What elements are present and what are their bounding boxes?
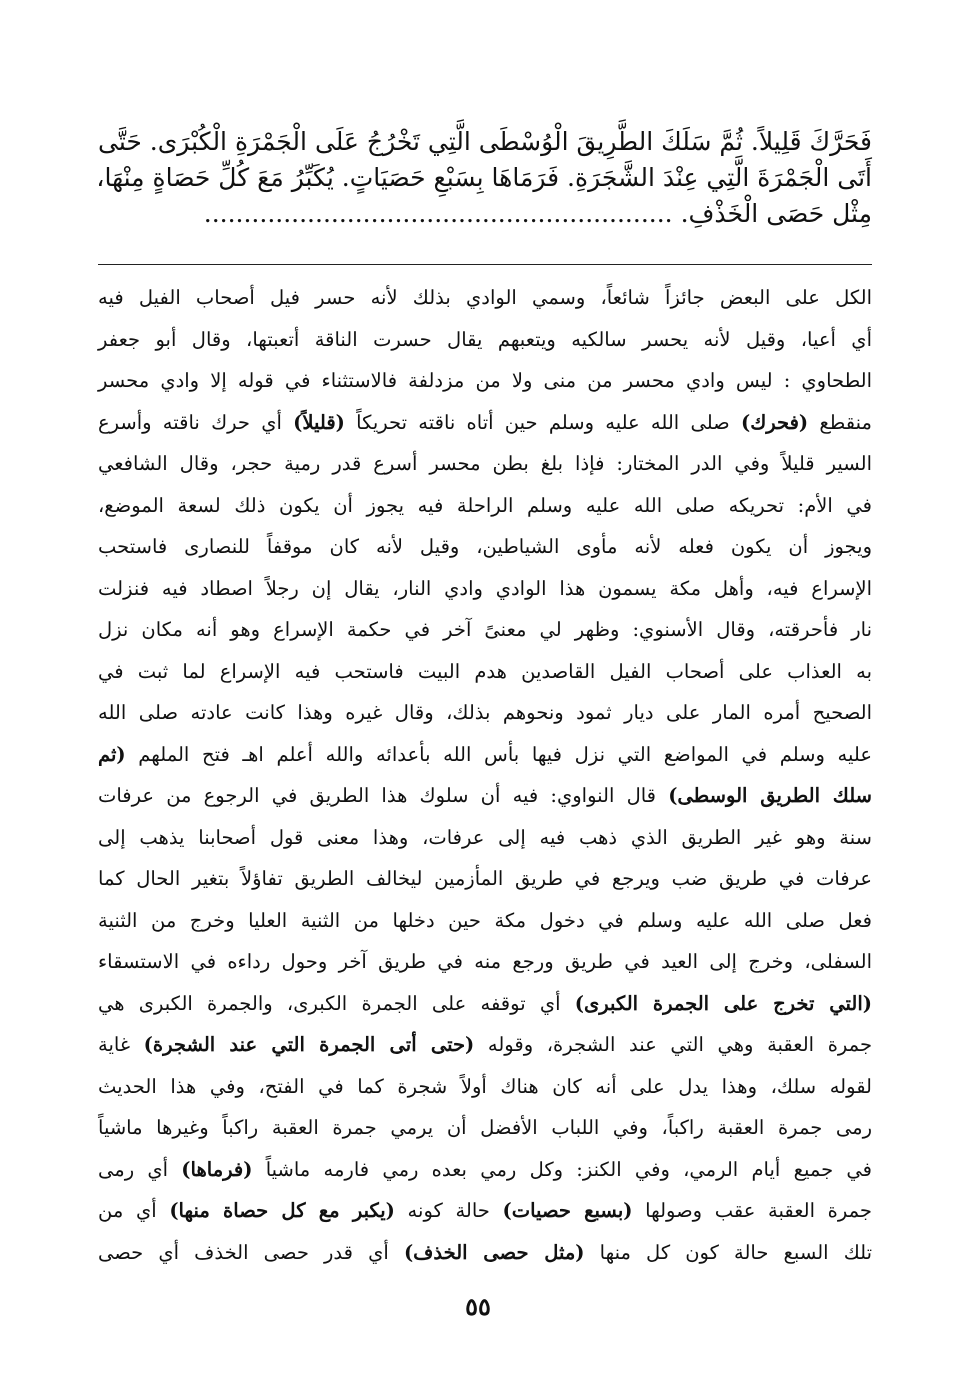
text-segment: الصحيح أمره المار على ديار ثمود ونحوهم بذلك، وقال غيره وهذا كانت عادته صلى الله bbox=[98, 701, 872, 724]
footnote-line bbox=[98, 1152, 872, 1194]
footnote-line bbox=[98, 1069, 872, 1111]
bold-quote: (حتى أتى الجمرة التي عند الشجرة) bbox=[143, 1033, 475, 1056]
text-segment: الطحاوي : ليس وادي محسر من منى ولا من مزدلفة فالاستثناء في قوله إلا وادي محسر bbox=[98, 369, 872, 392]
text-segment: منقطع bbox=[808, 410, 872, 434]
footnote-line bbox=[98, 1110, 872, 1152]
text-segment: فَحَرَّكَ قَلِيلاً. ثُمَّ سَلَكَ الطَّرِيقَ الْوُسْطَى الَّتِي تَخْرُجُ عَلَى الْجَمْرَةِ الْكُبْرَى. حَتَّى bbox=[98, 127, 872, 156]
text-segment: ........................................................... bbox=[203, 199, 673, 228]
footnote-line bbox=[98, 446, 872, 488]
main-text bbox=[98, 124, 872, 232]
footnote-line bbox=[98, 363, 872, 405]
footnote-line bbox=[98, 737, 872, 779]
text-segment: أَتَى الْجَمْرَةَ الَّتِي عِنْدَ الشَّجَرَةِ. فَرَمَاهَا بِسَبْعِ حَصَيَاتٍ. يُكَبِّرُ مَعَ كُلِّ حَصَاةٍ مِنْهَا، bbox=[96, 163, 872, 192]
text-segment: أي قدر حصى الخذف أي حصى bbox=[98, 1240, 404, 1264]
footnote-line bbox=[98, 654, 872, 696]
text-segment: رمى جمرة العقبة راكباً، وفي اللباب الأفضل أن يرمي جمرة العقبة راكباً وغيرها ماشياً bbox=[98, 1116, 872, 1139]
text-segment: غاية bbox=[98, 1033, 144, 1056]
footnote-line bbox=[98, 986, 872, 1028]
footnote-line bbox=[98, 612, 872, 654]
footnote-line bbox=[98, 405, 872, 447]
text-segment: السير قليلاً وفي الدر المختار: فإذا بلغ بطن محسر أسرع قدر رمية حجر، وقال الشافعي bbox=[98, 452, 872, 475]
footnote-divider bbox=[98, 264, 872, 265]
text-segment: أي رمى bbox=[98, 1157, 182, 1181]
text-segment: جمرة العقبة عقب وصولها bbox=[632, 1199, 872, 1222]
main-text-line bbox=[98, 196, 872, 232]
bold-quote: (فحرك) bbox=[740, 410, 809, 434]
text-segment: مِثْل حَصَى الْخَذْفِ. bbox=[672, 199, 872, 228]
text-segment: في الأم: تحريكه صلى الله عليه وسلم الراحلة فيه يجوز أن يكون ذلك لسعة الموضع، bbox=[98, 493, 872, 517]
footnote-line bbox=[98, 1235, 872, 1277]
footnote-line bbox=[98, 571, 872, 613]
main-text-line bbox=[98, 160, 872, 196]
text-segment: سنة وهو غير الطريق الذي ذهب فيه إلى عرفات، وهذا معنى قول أصحابنا يذهب إلى bbox=[98, 825, 872, 849]
text-segment: أي توقفه على الجمرة الكبرى، والجمرة الكبرى هي bbox=[98, 991, 575, 1015]
bold-quote: (مثل حصى الخذف) bbox=[403, 1240, 585, 1264]
text-segment: لقوله سلك، وهذا يدل على أنه كان هناك أولاً شجرة كما في الفتح، وفي هذا الحديث bbox=[98, 1074, 872, 1098]
footnote-line bbox=[98, 695, 872, 737]
text-segment: في جميع أيام الرمي، وفي الكنز: وكل رمي بعده رمي فارمه ماشياً bbox=[252, 1157, 872, 1181]
text-segment: ويجوز أن يكون فعله لأنه مأوى الشياطين، وقيل لأنه كان موقفاً للنصارى فاستحب bbox=[98, 535, 872, 558]
bold-quote: (فرماها) bbox=[181, 1157, 253, 1181]
page-number: ٥٥ bbox=[465, 1292, 491, 1321]
footnote-line bbox=[98, 861, 872, 903]
footnote-line bbox=[98, 778, 872, 820]
text-segment: قال النواوي: فيه أن سلوك هذا الطريق في الرجوع من عرفات bbox=[98, 784, 669, 807]
text-segment: جمرة العقبة وهي التي عند الشجرة، وقوله bbox=[474, 1033, 872, 1056]
commentary-footnotes bbox=[98, 280, 872, 1276]
main-text-line bbox=[98, 124, 872, 160]
text-segment: الإسراع فيه، وأهل مكة يسمون هذا الوادي وادي النار، يقال إن رجلاً اصطاد فيه فنزلت bbox=[98, 576, 872, 600]
bold-quote: سلك الطريق الوسطى) bbox=[668, 784, 872, 807]
footnote-line bbox=[98, 820, 872, 862]
text-segment: عليه وسلم في المواضع التي نزل فيها بأس الله بأعدائه والله أعلم اهـ فتح الملهم bbox=[125, 742, 872, 766]
footnote-line bbox=[98, 903, 872, 945]
footnote-line bbox=[98, 280, 872, 322]
bold-quote: (التي تخرج على الجمرة الكبرى) bbox=[574, 991, 872, 1015]
bold-quote: (قليلاً) bbox=[293, 410, 345, 434]
text-segment: الكل على البعض جائزاً شائعاً، وسمي الوادي بذلك لأنه حسر فيل أصحاب الفيل فيه bbox=[98, 286, 872, 309]
bold-quote: (يكبر مع كل حصاة منها) bbox=[169, 1199, 395, 1222]
text-segment: أي أعيا، وقيل لأنه يحسر سالكيه ويتعبهم يقال حسرت الناقة أتعبتها، وقال أبو جعفر bbox=[98, 327, 872, 351]
footnote-line bbox=[98, 944, 872, 986]
footnote-line bbox=[98, 1193, 872, 1235]
text-segment: حالة كونه bbox=[394, 1199, 503, 1222]
text-segment: به العذاب على أصحاب الفيل القاصدين هدم البيت فاستحب فيه الإسراع لما ثبت في bbox=[98, 659, 872, 683]
text-segment: تلك السبع حالة كون كل منها bbox=[584, 1240, 873, 1264]
footnote-line bbox=[98, 529, 872, 571]
bold-quote: (ثم bbox=[98, 742, 126, 766]
text-segment: عرفات في طريق ضب ويرجع في طريق المأزمين ليخالف الطريق تفاؤلاً بتغير الحال كما bbox=[98, 867, 872, 890]
footnote-line bbox=[98, 1027, 872, 1069]
text-segment: أي حرك ناقته وأسرع bbox=[98, 410, 294, 434]
bold-quote: (بسبع حصيات) bbox=[502, 1199, 633, 1222]
text-segment: فعل صلى الله عليه وسلم في دخول مكة حين دخلها من الثنية العليا وخرج من الثنية bbox=[98, 908, 872, 932]
text-segment: السفلى، وخرج إلى العيد في طريق ورجع منه في طريق آخر وحول رداءه في الاستسقاء bbox=[98, 950, 872, 973]
text-segment: أي من bbox=[98, 1199, 170, 1222]
footnote-line bbox=[98, 322, 872, 364]
text-segment: صلى الله عليه وسلم حين أتاه ناقته تحريكاً bbox=[344, 410, 741, 434]
footnote-line bbox=[98, 488, 872, 530]
text-segment: نار فأحرقته، وقال الأسنوي: وظهر لي معنىً آخر في حكمة الإسراع وهو أنه مكان نزل bbox=[98, 618, 872, 641]
